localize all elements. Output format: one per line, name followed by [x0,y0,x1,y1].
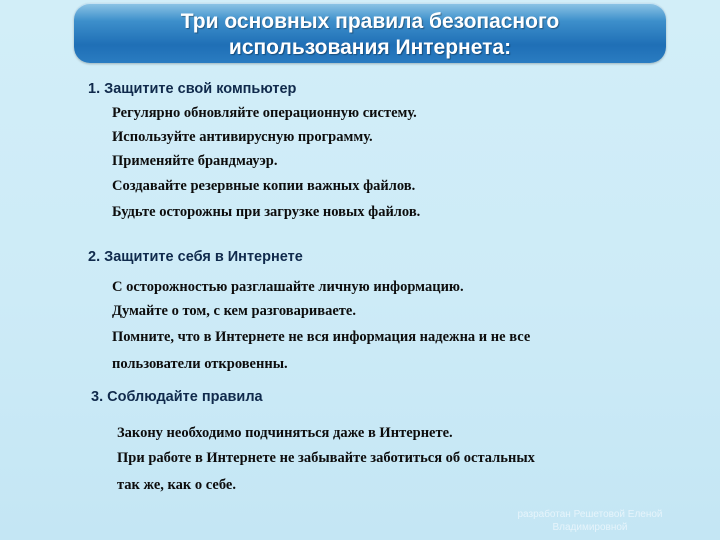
section-1-item: Применяйте брандмауэр. [112,153,278,169]
section-3-item: так же, как о себе. [117,477,236,493]
section-1-item: Регулярно обновляйте операционную систему. [112,105,417,121]
author-credit-line-1: разработан Решетовой Еленой [517,509,663,520]
section-1-heading: 1. Защитите свой компьютер [88,81,297,97]
section-2-item: Думайте о том, с кем разговариваете. [112,303,356,319]
slide-title-line-1: Три основных правила безопасного [180,10,560,33]
author-credit-line-2: Владимировной [552,522,628,533]
section-1-item: Создавайте резервные копии важных файлов. [112,178,416,194]
section-2-item: пользователи откровенны. [112,356,288,372]
section-3-heading: 3. Соблюдайте правила [91,389,263,405]
author-credit [500,508,680,534]
section-1-item: Будьте осторожны при загрузке новых файлов. [112,204,421,220]
section-1-item: Используйте антивирусную программу. [112,129,373,145]
slide-title-line-2: использования Интернета: [228,36,512,59]
section-3-item: Закону необходимо подчиняться даже в Интернете. [117,425,453,441]
section-3-item: При работе в Интернете не забывайте заботиться об остальных [117,450,535,466]
section-2-item: Помните, что в Интернете не вся информация надежна и не все [112,329,531,345]
section-2-item: С осторожностью разглашайте личную информацию. [112,279,464,295]
section-2-heading: 2. Защитите себя в Интернете [88,249,303,265]
